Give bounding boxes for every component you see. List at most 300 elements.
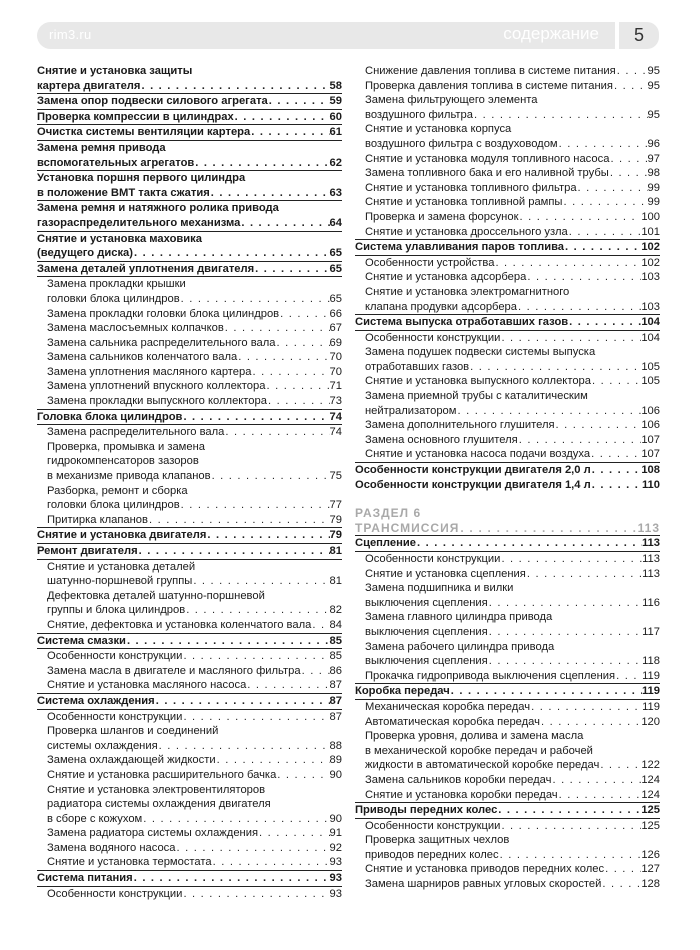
toc-entry	[37, 753, 342, 768]
toc-entry	[37, 141, 342, 156]
toc-entry-page: 85	[329, 650, 342, 663]
dot-leader	[551, 773, 641, 788]
toc-entry-page: 93	[329, 856, 342, 869]
toc-entry-title: Снятие и установка деталей	[47, 560, 196, 573]
toc-entry-page: 71	[329, 380, 342, 393]
dot-leader	[568, 315, 641, 330]
toc-entry-title: жидкости в автоматической коробке передач	[365, 759, 600, 772]
dot-leader	[142, 812, 329, 827]
toc-entry-title: Проверка, промывка и замена	[47, 440, 205, 453]
toc-entry	[355, 552, 660, 567]
spacer	[355, 492, 660, 506]
toc-entry	[37, 678, 342, 694]
toc-entry	[355, 536, 660, 552]
toc-entry	[355, 166, 660, 181]
header-bar	[37, 22, 615, 49]
toc-entry-title: Замена уплотнений впускного коллектора	[47, 380, 266, 393]
dot-leader	[185, 603, 329, 618]
toc-entry-page: 81	[329, 545, 342, 557]
toc-entry-title: головки блока цилиндров	[47, 292, 180, 305]
toc-entry-page: 62	[329, 156, 342, 169]
dot-leader	[459, 521, 637, 536]
toc-entry-title: Проверка и замена форсунок	[365, 210, 519, 223]
toc-entry	[355, 729, 660, 744]
toc-entry-title: Замена дополнительного глушителя	[365, 419, 555, 432]
toc-entry-title: приводов передних колес	[365, 848, 499, 861]
page-number: 5	[619, 22, 659, 49]
toc-entry-page: 125	[641, 804, 660, 817]
toc-entry-title: Система смазки	[37, 634, 126, 647]
toc-entry-page: 73	[329, 395, 342, 408]
dot-leader	[133, 246, 330, 261]
dot-leader	[518, 433, 642, 448]
toc-entry	[355, 581, 660, 596]
toc-entry	[355, 331, 660, 346]
toc-entry	[355, 758, 660, 773]
toc-entry-page: 103	[641, 271, 660, 284]
toc-entry-page: 86	[329, 664, 342, 677]
toc-entry-title: Дефектовка деталей шатунно-поршневой	[47, 589, 265, 602]
toc-entry-title: Особенности конструкции	[47, 887, 183, 900]
toc-entry-page: 75	[329, 470, 342, 483]
toc-entry	[37, 887, 342, 902]
toc-entry-page: 74	[329, 426, 342, 439]
toc-entry	[37, 826, 342, 841]
toc-entry	[355, 862, 660, 877]
toc-entry-title: Замена ремня и натяжного ролика привода	[37, 202, 279, 215]
toc-entry	[37, 232, 342, 247]
dot-leader	[311, 618, 329, 633]
toc-entry-page: 106	[641, 404, 660, 417]
toc-entry-page: 102	[641, 241, 660, 254]
dot-leader	[234, 110, 330, 125]
toc-entry-page: 103	[641, 300, 660, 313]
toc-entry-title: Снятие и установка дроссельного узла	[365, 225, 568, 238]
toc-entry-title: Снятие и установка термостата	[47, 856, 212, 869]
toc-entry	[355, 433, 660, 448]
toc-entry-page: 105	[641, 360, 660, 373]
dot-leader	[473, 108, 648, 123]
dot-leader	[469, 360, 641, 375]
toc-entry-title: Проверка уровня, долива и замена масла	[365, 730, 584, 743]
dot-leader	[258, 826, 330, 841]
toc-entry	[355, 788, 660, 804]
dot-leader	[212, 855, 330, 870]
dot-leader	[488, 654, 642, 669]
toc-entry-title: Установка поршня первого цилиндра	[37, 172, 246, 185]
toc-entry-page: 125	[641, 819, 660, 832]
toc-entry	[37, 797, 342, 812]
dot-leader	[268, 94, 330, 109]
toc-entry-title: Снятие и установка выпускного коллектора	[365, 375, 591, 388]
dot-leader	[246, 678, 329, 693]
toc-entry-title: в механической коробке передач и рабочей	[365, 744, 593, 757]
dot-leader	[599, 758, 641, 773]
toc-entry-title: Замена деталей уплотнения двигателя	[37, 262, 255, 275]
dot-leader	[526, 567, 642, 582]
toc-entry	[37, 171, 342, 186]
dot-leader	[155, 694, 330, 709]
dot-leader	[591, 463, 642, 478]
dot-leader	[158, 739, 330, 754]
toc-entry-title: в положение ВМТ такта сжатия	[37, 186, 210, 199]
toc-entry	[355, 345, 660, 360]
toc-entry-title: ТРАНСМИССИЯ	[355, 520, 460, 535]
toc-entry-title: гидрокомпенсаторов зазоров	[47, 455, 199, 468]
toc-entry	[37, 694, 342, 710]
toc-entry-title: картера двигателя	[37, 79, 141, 92]
toc-entry	[37, 724, 342, 739]
toc-entry-page: 91	[329, 827, 342, 840]
toc-entry-page: 107	[641, 448, 660, 461]
toc-entry-title: Особенности устройства	[365, 256, 495, 269]
section-title: содержание	[503, 24, 599, 43]
toc-entry-page: 79	[329, 513, 342, 526]
toc-entry-page: 95	[647, 108, 660, 121]
toc-entry-page: 69	[329, 336, 342, 349]
dot-leader	[138, 544, 330, 559]
dot-leader	[206, 528, 329, 543]
toc-entry-page: 90	[329, 768, 342, 781]
toc-entry-page: 99	[647, 196, 660, 209]
toc-entry-title: Система охлаждения	[37, 694, 155, 707]
dot-leader	[182, 649, 329, 664]
toc-entry	[37, 841, 342, 856]
toc-entry-page: 74	[329, 410, 342, 423]
toc-entry	[355, 669, 660, 685]
toc-entry	[355, 848, 660, 863]
dot-leader	[194, 156, 329, 171]
toc-entry-title: Особенности конструкции	[365, 553, 501, 565]
toc-entry-title: в механизме привода клапанов	[47, 470, 211, 483]
toc-entry-title: Замена распределительного вала	[47, 426, 225, 439]
toc-entry	[355, 610, 660, 625]
toc-entry-title: воздушного фильтра с воздуховодом	[365, 137, 558, 150]
toc-entry	[355, 225, 660, 241]
toc-entry	[355, 877, 660, 892]
dot-leader	[555, 418, 642, 433]
toc-entry	[355, 567, 660, 582]
toc-entry	[355, 684, 660, 700]
toc-entry	[355, 79, 660, 94]
dot-leader	[279, 307, 329, 322]
dot-leader	[133, 871, 330, 886]
toc-entry	[37, 484, 342, 499]
toc-entry	[37, 454, 342, 469]
toc-entry	[37, 156, 342, 172]
toc-entry	[37, 365, 342, 380]
toc-entry-page: 107	[641, 433, 660, 446]
toc-entry-page: 90	[329, 812, 342, 825]
toc-entry	[37, 292, 342, 307]
toc-entry-title: нейтрализатором	[365, 404, 457, 417]
toc-entry-title: Очистка системы вентиляции картера	[37, 126, 251, 139]
toc-entry	[37, 768, 342, 783]
toc-entry-title: Замена прокладки крышки	[47, 278, 186, 291]
toc-entry	[355, 418, 660, 433]
toc-entry-title: газораспределительного механизма	[37, 216, 241, 229]
toc-entry-title: Прокачка гидропривода выключения сцепления	[365, 669, 616, 682]
toc-entry-page: 82	[329, 604, 342, 617]
toc-entry-page: 87	[329, 679, 342, 692]
dot-leader	[517, 300, 641, 315]
toc-entry-page: 65	[329, 292, 342, 305]
toc-entry-title: шатунно-поршневой группы	[47, 575, 193, 588]
toc-entry-title: Снятие и установка расширительного бачка	[47, 768, 277, 781]
dot-leader	[500, 819, 641, 834]
dot-leader	[609, 166, 648, 181]
toc-entry-page: 87	[329, 710, 342, 723]
toc-entry-page: 70	[329, 365, 342, 378]
dot-leader	[180, 498, 330, 513]
toc-entry-page: 119	[642, 700, 660, 713]
toc-entry-title: Снятие и установка электромагнитного	[365, 285, 570, 298]
toc-entry-title: Снятие и установка двигателя	[37, 529, 207, 542]
toc-entry	[37, 410, 342, 426]
toc-entry-title: Система питания	[37, 872, 133, 885]
toc-entry	[37, 425, 342, 440]
toc-entry-title: Автоматическая коробка передач	[365, 715, 540, 728]
toc-entry	[355, 315, 660, 331]
dot-leader	[216, 753, 330, 768]
toc-entry	[355, 285, 660, 300]
toc-entry-title: Особенности конструкции двигателя 1,4 л	[355, 478, 591, 491]
dot-leader	[488, 625, 642, 640]
dot-leader	[497, 803, 641, 818]
toc-entry	[37, 498, 342, 513]
site-name: rim3.ru	[49, 27, 92, 42]
dot-leader	[450, 684, 642, 699]
dot-leader	[540, 715, 641, 730]
toc-entry	[37, 513, 342, 529]
dot-leader	[558, 137, 648, 152]
toc-entry	[37, 618, 342, 634]
toc-entry-title: Сцепление	[355, 537, 416, 550]
toc-entry-page: 64	[329, 216, 342, 229]
toc-entry-title: Снятие и установка электровентиляторов	[47, 783, 266, 796]
toc-entry	[37, 589, 342, 604]
toc-entry-page: 119	[641, 685, 660, 698]
dot-leader	[615, 669, 642, 684]
toc-entry	[355, 93, 660, 108]
toc-entry-title: Ремонт двигателя	[37, 545, 138, 557]
toc-entry-page: 113	[642, 567, 660, 580]
toc-entry-title: Замена прокладки выпускного коллектора	[47, 395, 267, 408]
toc-entry	[37, 94, 342, 110]
toc-entry-page: 106	[641, 419, 660, 432]
toc-entry-title: Снятие и установка топливного фильтра	[365, 181, 577, 194]
toc-entry-page: 116	[642, 596, 660, 609]
toc-entry	[355, 640, 660, 655]
dot-leader	[591, 374, 641, 389]
dot-leader	[267, 394, 330, 409]
toc-entry-title: группы и блока цилиндров	[47, 604, 186, 617]
dot-leader	[590, 447, 641, 462]
toc-entry	[355, 64, 660, 79]
toc-entry	[355, 256, 660, 271]
dot-leader	[301, 664, 330, 679]
toc-entry-title: Снижение давления топлива в системе питания	[365, 65, 616, 77]
toc-entry-title: Проверка шлангов и соединений	[47, 725, 219, 738]
toc-entry	[355, 270, 660, 285]
toc-entry	[37, 469, 342, 484]
toc-entry-page: 117	[642, 625, 660, 638]
dot-leader	[577, 181, 648, 196]
toc-entry	[37, 634, 342, 650]
dot-leader	[488, 596, 642, 611]
toc-entry-title: головки блока цилиндров	[47, 499, 180, 512]
toc-right-column	[355, 64, 660, 892]
toc-entry	[37, 321, 342, 336]
toc-entry	[355, 360, 660, 375]
toc-entry-title: радиатора системы охлаждения двигателя	[47, 798, 271, 811]
toc-entry-title: Замена приемной трубы с каталитическим	[365, 390, 588, 403]
toc-entry-page: 97	[647, 152, 660, 165]
dot-leader	[604, 862, 641, 877]
toc-entry-title: Коробка передач	[355, 685, 450, 698]
toc-entry	[355, 240, 660, 256]
toc-entry	[37, 528, 342, 544]
toc-entry-title: Снятие и установка корпуса	[365, 123, 512, 136]
toc-entry	[37, 350, 342, 365]
toc-entry	[37, 855, 342, 871]
toc-entry	[37, 544, 342, 560]
toc-entry	[355, 478, 660, 493]
toc-entry-title: Проверка компрессии в цилиндрах	[37, 110, 234, 123]
toc-entry-title: Снятие и установка приводов передних колес	[365, 863, 605, 876]
toc-entry	[355, 744, 660, 759]
toc-entry-title: Замена маслосъемных колпачков	[47, 322, 224, 335]
toc-entry	[355, 596, 660, 611]
toc-entry-page: 108	[641, 464, 660, 477]
dot-leader	[609, 152, 647, 167]
toc-entry	[37, 664, 342, 679]
toc-entry-title: Замена охлаждающей жидкости	[47, 754, 216, 767]
dot-leader	[176, 841, 330, 856]
toc-entry	[355, 404, 660, 419]
toc-entry-page: 81	[329, 575, 342, 588]
toc-entry-page: 85	[329, 634, 342, 647]
dot-leader	[416, 536, 642, 551]
toc-entry	[355, 654, 660, 669]
toc-entry-page: 65	[329, 262, 342, 275]
toc-entry-title: Замена масла в двигателе и масляного фильтра	[47, 664, 301, 677]
toc-entry-title: Замена прокладки головки блока цилиндров	[47, 307, 280, 320]
toc-entry-page: 124	[641, 788, 660, 801]
toc-entry-page: 67	[329, 322, 342, 335]
toc-entry-page: 93	[329, 872, 342, 885]
toc-entry-page: 127	[641, 863, 660, 876]
toc-entry	[37, 336, 342, 351]
toc-entry-title: Особенности конструкции	[365, 819, 501, 832]
toc-entry	[355, 819, 660, 834]
toc-entry	[355, 447, 660, 463]
toc-entry-title: Снятие и установка маховика	[37, 232, 203, 245]
dot-leader	[613, 79, 648, 94]
dot-leader	[494, 256, 641, 271]
toc-entry-title: Снятие, дефектовка и установка коленчатого вала	[47, 618, 312, 631]
toc-entry-title: Снятие и установка адсорбера	[365, 271, 527, 284]
dot-leader	[126, 634, 330, 649]
toc-entry-title: Замена фильтрующего элемента	[365, 94, 538, 107]
toc-entry	[355, 833, 660, 848]
toc-entry	[355, 374, 660, 389]
toc-entry-title: Особенности конструкции	[47, 650, 183, 663]
dot-leader	[140, 79, 329, 94]
toc-entry-title: Замена главного цилиндра привода	[365, 611, 553, 624]
toc-entry-title: (ведущего диска)	[37, 247, 134, 260]
dot-leader	[275, 336, 329, 351]
dot-leader	[148, 513, 330, 528]
toc-entry-page: 65	[329, 247, 342, 260]
toc-entry-title: Замена основного глушителя	[365, 433, 518, 446]
toc-entry-title: Снятие и установка защиты	[37, 65, 193, 77]
toc-entry-title: Снятие и установка сцепления	[365, 567, 526, 580]
toc-entry-title: Приводы передних колес	[355, 804, 498, 817]
toc-entry-page: 122	[641, 759, 660, 772]
toc-entry-page: 126	[641, 848, 660, 861]
toc-entry-title: Замена радиатора системы охлаждения	[47, 827, 259, 840]
toc-entry-page: 89	[329, 754, 342, 767]
toc-entry-page: 99	[647, 181, 660, 194]
dot-leader	[499, 848, 642, 863]
toc-entry-title: системы охлаждения	[47, 739, 158, 752]
toc-entry-page: 104	[641, 316, 660, 329]
dot-leader	[182, 410, 329, 425]
toc-entry-page: 59	[329, 95, 342, 108]
toc-entry-title: выключения сцепления	[365, 596, 488, 609]
dot-leader	[568, 225, 642, 240]
section-heading	[355, 521, 660, 537]
toc-entry-title: Замена подшипника и вилки	[365, 582, 514, 595]
toc-entry-title: Замена сальников коробки передач	[365, 773, 552, 786]
dot-leader	[265, 379, 329, 394]
dot-leader	[192, 574, 329, 589]
dot-leader	[518, 210, 641, 225]
toc-entry-title: Замена топливного бака и его наливной трубы	[365, 167, 609, 180]
toc-entry	[37, 440, 342, 455]
toc-entry-title: Головка блока цилиндров	[37, 410, 183, 423]
section-heading	[355, 506, 660, 521]
dot-leader	[250, 125, 329, 140]
toc-entry-title: вспомогательных агрегатов	[37, 156, 195, 169]
toc-entry-page: 96	[647, 137, 660, 150]
toc-entry-title: выключения сцепления	[365, 655, 488, 668]
toc-entry	[37, 394, 342, 410]
toc-entry	[37, 739, 342, 754]
toc-entry-page: 113	[637, 520, 660, 535]
toc-entry-title: РАЗДЕЛ 6	[355, 506, 422, 521]
toc-entry-title: Замена подушек подвески системы выпуска	[365, 346, 596, 359]
toc-entry-page: 113	[642, 553, 660, 565]
dot-leader	[182, 887, 329, 902]
toc-entry	[37, 603, 342, 618]
toc-entry	[37, 79, 342, 95]
toc-entry	[37, 871, 342, 887]
toc-entry-title: Система улавливания паров топлива	[355, 241, 565, 254]
toc-entry	[355, 137, 660, 152]
toc-entry	[355, 463, 660, 478]
toc-entry-page: 102	[641, 256, 660, 269]
toc-entry	[355, 181, 660, 196]
toc-entry	[355, 152, 660, 167]
toc-entry	[37, 110, 342, 126]
toc-entry	[355, 389, 660, 404]
toc-entry-title: Особенности конструкции	[365, 331, 501, 344]
toc-entry	[355, 122, 660, 137]
toc-entry	[37, 246, 342, 262]
toc-entry-page: 66	[329, 307, 342, 320]
